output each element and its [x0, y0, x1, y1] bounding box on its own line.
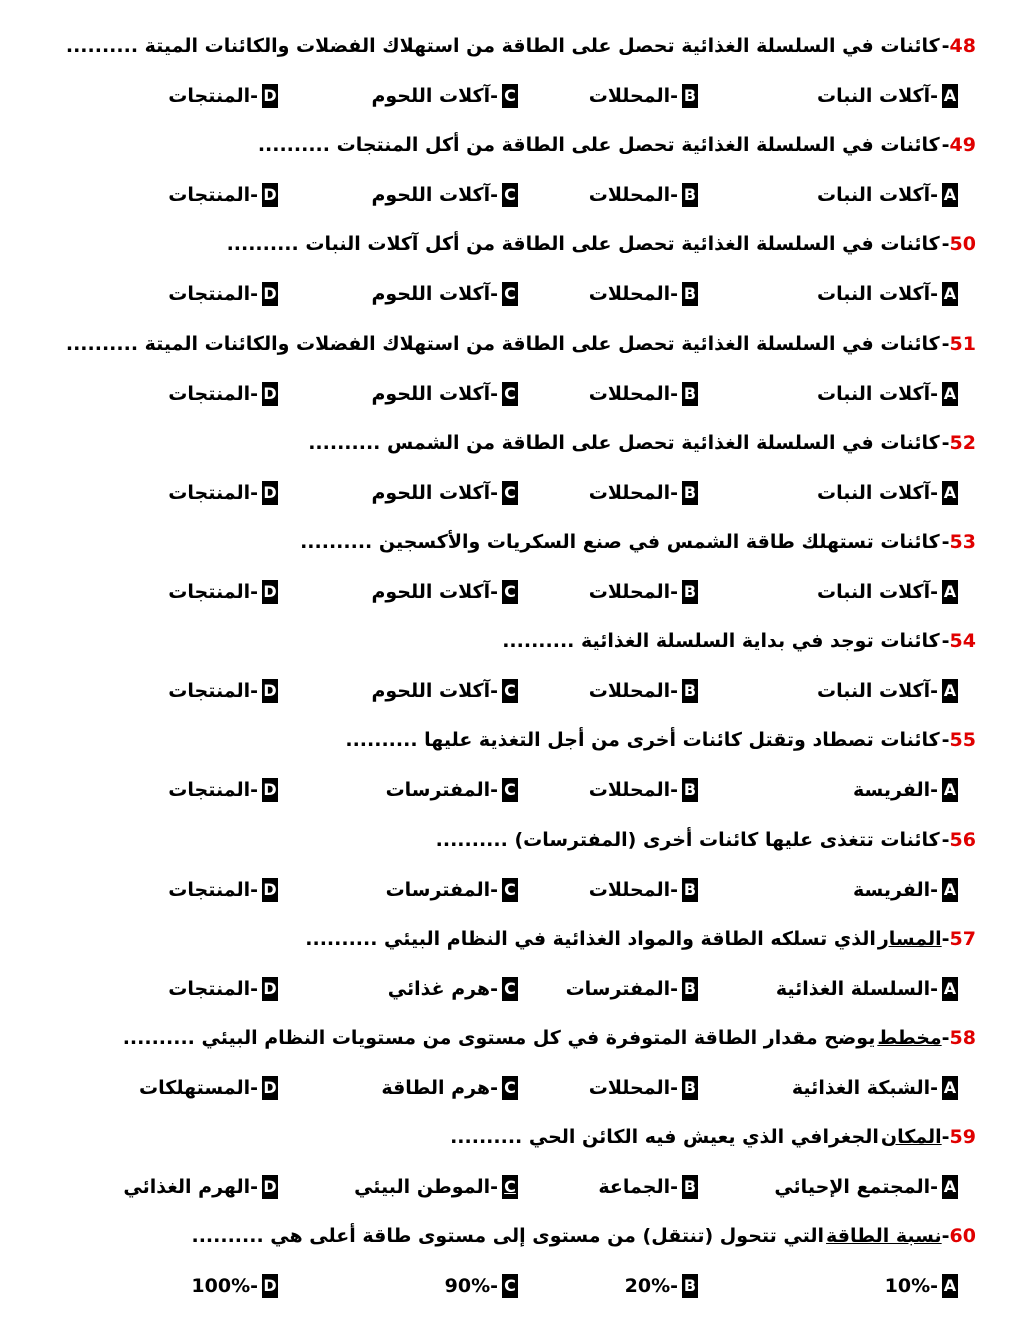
option-b[interactable]: [598, 1168, 698, 1206]
option-dash: -: [930, 85, 938, 107]
option-label: آكلات اللحوم: [371, 184, 491, 207]
option-label: المحللات: [588, 1077, 671, 1099]
option-label: المنتجات: [168, 184, 251, 207]
options-row: [0, 275, 1020, 313]
option-label: المنتجات: [168, 581, 251, 603]
option-a[interactable]: [817, 474, 958, 512]
option-label: المنتجات: [168, 680, 251, 703]
option-dash: -: [670, 977, 678, 1000]
question-number: 58: [949, 1027, 976, 1049]
option-letter-badge: D: [262, 481, 278, 505]
question-text: كائنات في السلسلة الغذائية تحصل على الطاقة من أكل آكلات النبات ..........: [226, 233, 940, 256]
question-keyword: نسبة الطاقة: [826, 1225, 942, 1248]
option-letter-badge: B: [682, 977, 698, 1001]
option-dash: -: [670, 283, 678, 306]
option-letter-badge: A: [942, 878, 958, 902]
question-dash: -: [941, 332, 950, 355]
option-a[interactable]: [817, 672, 958, 710]
options-row: [0, 573, 1020, 611]
option-letter-badge: C: [502, 481, 518, 505]
option-label: آكلات اللحوم: [371, 382, 491, 405]
question-number: 48: [949, 35, 976, 57]
option-dash: -: [490, 1077, 498, 1099]
option-d[interactable]: [168, 573, 278, 611]
option-label: هرم غذائي: [387, 977, 491, 1000]
option-label: آكلات النبات: [817, 283, 931, 306]
question-56: [436, 821, 976, 859]
question-dash: -: [941, 1225, 950, 1248]
option-label: المحللات: [588, 85, 671, 107]
option-dash: -: [930, 878, 938, 901]
option-letter-badge: A: [942, 481, 958, 505]
option-dash: -: [670, 184, 678, 207]
options-row: [0, 474, 1020, 512]
option-dash: -: [250, 283, 258, 306]
option-letter-badge: A: [942, 382, 958, 406]
option-letter-badge: B: [682, 1274, 698, 1298]
option-d[interactable]: [168, 375, 278, 413]
question-57: [305, 920, 976, 958]
option-b[interactable]: [566, 970, 698, 1008]
option-a[interactable]: [792, 1069, 958, 1107]
question-text: التي تتحول (تنتقل) من مستوى إلى مستوى طاقة أعلى هي ..........: [191, 1225, 825, 1248]
option-label: المحللات: [588, 779, 671, 802]
option-letter-badge: C: [502, 183, 518, 207]
options-row: [0, 176, 1020, 214]
option-label: المفترسات: [385, 878, 491, 901]
option-letter-badge: C: [502, 778, 518, 802]
option-letter-badge: A: [942, 977, 958, 1001]
option-label: آكلات النبات: [817, 382, 931, 405]
question-number: 53: [949, 531, 976, 553]
option-letter-badge: C: [502, 1175, 518, 1199]
options-row: [0, 375, 1020, 413]
option-letter-badge: B: [682, 382, 698, 406]
option-b[interactable]: [589, 573, 698, 611]
option-b[interactable]: [589, 176, 698, 214]
option-letter-badge: C: [502, 1274, 518, 1298]
option-a[interactable]: [817, 77, 958, 115]
option-b[interactable]: [625, 1267, 698, 1305]
option-c[interactable]: [371, 77, 518, 115]
option-dash: -: [250, 1077, 258, 1099]
question-dash: -: [941, 828, 950, 851]
question-dash: -: [941, 35, 950, 57]
option-a[interactable]: [817, 275, 958, 313]
option-dash: -: [250, 1176, 258, 1199]
option-c[interactable]: [371, 375, 518, 413]
option-dash: -: [490, 283, 498, 306]
question-number: 56: [949, 828, 976, 851]
question-dash: -: [941, 927, 950, 950]
question-text: كائنات تصطاد وتقتل كائنات أخرى من أجل التغذية عليها ..........: [345, 729, 940, 752]
question-number: 52: [949, 431, 976, 454]
option-letter-badge: C: [502, 878, 518, 902]
option-label: المنتجات: [168, 382, 251, 405]
option-label: آكلات اللحوم: [371, 581, 491, 603]
option-dash: -: [490, 878, 498, 901]
option-dash: -: [250, 779, 258, 802]
question-text: الجغرافي الذي يعيش فيه الكائن الحي ..........: [450, 1126, 879, 1149]
option-letter-badge: D: [262, 679, 278, 703]
option-dash: -: [670, 1176, 678, 1199]
question-54: [502, 622, 976, 660]
option-a[interactable]: [885, 1267, 958, 1305]
option-label: المجتمع الإحيائي: [774, 1176, 931, 1199]
option-dash: -: [930, 1275, 938, 1298]
option-label: المنتجات: [168, 85, 251, 107]
option-a[interactable]: [853, 771, 958, 809]
option-b[interactable]: [589, 871, 698, 909]
option-label: آكلات اللحوم: [371, 680, 491, 703]
option-d[interactable]: [168, 176, 278, 214]
options-row: [0, 1168, 1020, 1206]
option-letter-badge: A: [942, 1175, 958, 1199]
question-dash: -: [941, 531, 950, 553]
option-dash: -: [670, 878, 678, 901]
question-55: [345, 721, 976, 759]
option-dash: -: [670, 779, 678, 802]
option-label: 90%: [444, 1275, 491, 1298]
option-c[interactable]: [381, 1069, 518, 1107]
option-dash: -: [250, 85, 258, 107]
option-a[interactable]: [817, 375, 958, 413]
option-dash: -: [930, 481, 938, 504]
option-a[interactable]: [853, 871, 958, 909]
question-51: [66, 325, 976, 363]
option-letter-badge: C: [502, 282, 518, 306]
option-label: الموطن البيئي: [354, 1176, 491, 1199]
option-dash: -: [930, 382, 938, 405]
question-keyword: مخطط: [877, 1027, 942, 1049]
option-dash: -: [930, 680, 938, 703]
question-dash: -: [941, 729, 950, 752]
option-label: الشبكة الغذائية: [791, 1077, 931, 1099]
question-keyword: المسار: [877, 927, 942, 950]
option-label: الهرم الغذائي: [123, 1176, 251, 1199]
option-letter-badge: D: [262, 878, 278, 902]
option-label: المنتجات: [168, 283, 251, 306]
option-label: المحللات: [588, 680, 671, 703]
option-letter-badge: D: [262, 1274, 278, 1298]
option-c[interactable]: [354, 1168, 518, 1206]
option-d[interactable]: [168, 275, 278, 313]
option-letter-badge: D: [262, 84, 278, 108]
question-59: [450, 1118, 976, 1156]
option-dash: -: [670, 1275, 678, 1298]
option-a[interactable]: [817, 573, 958, 611]
options-row: [0, 970, 1020, 1008]
question-text: كائنات تستهلك طاقة الشمس في صنع السكريات والأكسجين ..........: [300, 531, 940, 553]
option-dash: -: [670, 1077, 678, 1099]
option-letter-badge: A: [942, 1076, 958, 1100]
option-b[interactable]: [589, 77, 698, 115]
option-dash: -: [490, 1275, 498, 1298]
option-c[interactable]: [371, 672, 518, 710]
option-dash: -: [670, 581, 678, 603]
option-dash: -: [670, 382, 678, 405]
option-label: المحللات: [588, 184, 671, 207]
option-label: الفريسة: [852, 878, 931, 901]
option-letter-badge: D: [262, 778, 278, 802]
option-label: المنتجات: [168, 779, 251, 802]
option-label: آكلات اللحوم: [371, 481, 491, 504]
option-letter-badge: D: [262, 977, 278, 1001]
option-dash: -: [670, 481, 678, 504]
option-c[interactable]: [371, 474, 518, 512]
option-letter-badge: A: [942, 84, 958, 108]
question-dash: -: [941, 431, 950, 454]
option-letter-badge: B: [682, 183, 698, 207]
option-letter-badge: D: [262, 282, 278, 306]
option-d[interactable]: [123, 1168, 278, 1206]
option-d[interactable]: [168, 474, 278, 512]
question-number: 60: [949, 1225, 976, 1248]
option-letter-badge: C: [502, 84, 518, 108]
option-dash: -: [490, 1176, 498, 1199]
option-letter-badge: A: [942, 679, 958, 703]
option-letter-badge: C: [502, 1076, 518, 1100]
option-d[interactable]: [139, 1069, 278, 1107]
option-label: المستهلكات: [139, 1077, 251, 1099]
option-d[interactable]: [168, 771, 278, 809]
option-dash: -: [490, 481, 498, 504]
question-number: 51: [949, 332, 976, 355]
option-dash: -: [490, 382, 498, 405]
option-c[interactable]: [371, 176, 518, 214]
option-d[interactable]: [168, 970, 278, 1008]
option-dash: -: [490, 680, 498, 703]
question-number: 59: [949, 1126, 976, 1149]
option-letter-badge: D: [262, 580, 278, 604]
question-keyword: المكان: [880, 1126, 942, 1149]
option-c[interactable]: [388, 970, 518, 1008]
option-b[interactable]: [589, 672, 698, 710]
option-label: آكلات النبات: [817, 680, 931, 703]
options-row: [0, 771, 1020, 809]
option-dash: -: [250, 382, 258, 405]
option-label: المحللات: [588, 481, 671, 504]
option-letter-badge: D: [262, 1175, 278, 1199]
option-b[interactable]: [589, 375, 698, 413]
question-number: 50: [949, 233, 976, 256]
option-label: 100%: [191, 1275, 251, 1298]
option-label: آكلات النبات: [817, 85, 931, 107]
option-dash: -: [250, 878, 258, 901]
option-d[interactable]: [168, 672, 278, 710]
option-letter-badge: A: [942, 1274, 958, 1298]
option-label: 10%: [884, 1275, 931, 1298]
question-text: كائنات في السلسلة الغذائية تحصل على الطاقة من استهلاك الفضلات والكائنات الميتة ..........: [65, 35, 940, 57]
option-dash: -: [930, 977, 938, 1000]
option-d[interactable]: [168, 77, 278, 115]
option-dash: -: [930, 1176, 938, 1199]
option-a[interactable]: [776, 970, 958, 1008]
option-label: آكلات اللحوم: [371, 283, 491, 306]
question-number: 55: [949, 729, 976, 752]
option-letter-badge: B: [682, 1175, 698, 1199]
option-label: المنتجات: [168, 977, 251, 1000]
option-dash: -: [930, 581, 938, 603]
option-letter-badge: B: [682, 282, 698, 306]
question-dash: -: [941, 1126, 950, 1149]
option-letter-badge: D: [262, 382, 278, 406]
option-letter-badge: C: [502, 580, 518, 604]
option-dash: -: [250, 481, 258, 504]
option-a[interactable]: [774, 1168, 958, 1206]
option-dash: -: [250, 581, 258, 603]
option-label: المحللات: [588, 283, 671, 306]
option-letter-badge: B: [682, 1076, 698, 1100]
option-letter-badge: B: [682, 679, 698, 703]
option-dash: -: [930, 1077, 938, 1099]
question-48: [66, 27, 976, 65]
option-label: المنتجات: [168, 481, 251, 504]
option-letter-badge: A: [942, 778, 958, 802]
option-letter-badge: A: [942, 580, 958, 604]
option-label: الجماعة: [598, 1176, 671, 1199]
option-label: 20%: [624, 1275, 671, 1298]
option-label: آكلات اللحوم: [371, 85, 491, 107]
option-dash: -: [250, 184, 258, 207]
question-50: [227, 225, 976, 263]
option-letter-badge: B: [682, 878, 698, 902]
options-row: [0, 1267, 1020, 1305]
option-letter-badge: B: [682, 580, 698, 604]
option-b[interactable]: [589, 771, 698, 809]
option-a[interactable]: [817, 176, 958, 214]
option-dash: -: [490, 85, 498, 107]
option-label: آكلات النبات: [817, 481, 931, 504]
option-letter-badge: C: [502, 977, 518, 1001]
option-c[interactable]: [386, 871, 518, 909]
question-text: كائنات في السلسلة الغذائية تحصل على الطاقة من الشمس ..........: [308, 431, 940, 454]
option-letter-badge: C: [502, 382, 518, 406]
option-b[interactable]: [589, 275, 698, 313]
question-53: [300, 523, 976, 561]
option-dash: -: [490, 184, 498, 207]
option-c[interactable]: [371, 573, 518, 611]
option-label: آكلات النبات: [817, 184, 931, 207]
option-dash: -: [490, 977, 498, 1000]
question-58: [123, 1019, 976, 1057]
option-label: المحللات: [588, 878, 671, 901]
option-letter-badge: B: [682, 84, 698, 108]
question-dash: -: [941, 134, 950, 157]
options-row: [0, 1069, 1020, 1107]
question-dash: -: [941, 233, 950, 256]
question-dash: -: [941, 630, 950, 653]
option-dash: -: [250, 1275, 258, 1298]
option-dash: -: [250, 977, 258, 1000]
question-number: 57: [949, 927, 976, 950]
question-text: يوضح مقدار الطاقة المتوفرة في كل مستوى من مستويات النظام البيئي ..........: [122, 1027, 876, 1049]
option-d[interactable]: [168, 871, 278, 909]
option-dash: -: [490, 779, 498, 802]
option-letter-badge: C: [502, 679, 518, 703]
option-d[interactable]: [191, 1267, 278, 1305]
option-label: السلسلة الغذائية: [775, 977, 931, 1000]
option-label: المفترسات: [565, 977, 671, 1000]
option-letter-badge: B: [682, 481, 698, 505]
question-text: كائنات تتغذى عليها كائنات أخرى (المفترسات) ..........: [435, 828, 940, 851]
option-label: المنتجات: [168, 878, 251, 901]
option-dash: -: [670, 85, 678, 107]
question-text: كائنات في السلسلة الغذائية تحصل على الطاقة من أكل المنتجات ..........: [257, 134, 940, 157]
option-letter-badge: D: [262, 183, 278, 207]
option-letter-badge: D: [262, 1076, 278, 1100]
option-label: الفريسة: [852, 779, 931, 802]
option-label: هرم الطاقة: [381, 1077, 491, 1099]
question-dash: -: [941, 1027, 950, 1049]
option-label: المحللات: [588, 382, 671, 405]
option-c[interactable]: [386, 771, 518, 809]
question-text: كائنات توجد في بداية السلسلة الغذائية ..........: [502, 630, 940, 653]
option-dash: -: [490, 581, 498, 603]
option-label: آكلات النبات: [817, 581, 931, 603]
option-letter-badge: A: [942, 282, 958, 306]
question-49: [258, 126, 976, 164]
options-row: [0, 77, 1020, 115]
option-dash: -: [930, 184, 938, 207]
question-number: 49: [949, 134, 976, 157]
options-row: [0, 871, 1020, 909]
option-dash: -: [930, 779, 938, 802]
question-number: 54: [949, 630, 976, 653]
option-c[interactable]: [445, 1267, 518, 1305]
option-label: المفترسات: [385, 779, 491, 802]
option-c[interactable]: [371, 275, 518, 313]
option-dash: -: [250, 680, 258, 703]
options-row: [0, 672, 1020, 710]
question-text: كائنات في السلسلة الغذائية تحصل على الطاقة من استهلاك الفضلات والكائنات الميتة ..........: [65, 332, 940, 355]
option-letter-badge: B: [682, 778, 698, 802]
option-dash: -: [670, 680, 678, 703]
option-b[interactable]: [589, 474, 698, 512]
option-dash: -: [930, 283, 938, 306]
option-letter-badge: A: [942, 183, 958, 207]
question-text: الذي تسلكه الطاقة والمواد الغذائية في النظام البيئي ..........: [305, 927, 876, 950]
question-52: [308, 424, 976, 462]
question-60: [192, 1217, 977, 1255]
option-label: المحللات: [588, 581, 671, 603]
option-b[interactable]: [589, 1069, 698, 1107]
